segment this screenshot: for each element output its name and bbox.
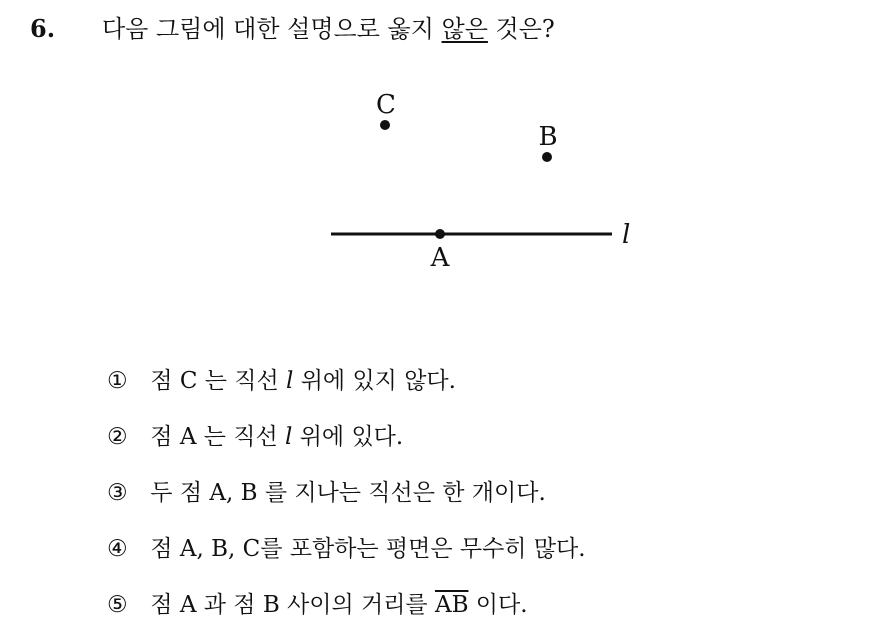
- point-c-dot: [380, 120, 390, 130]
- choice-3-marker: ③: [107, 480, 128, 506]
- choice-1-line-symbol: l: [286, 368, 294, 394]
- question-prompt-underlined: 않은: [441, 15, 488, 43]
- point-b-label: B: [538, 122, 558, 152]
- choice-4-text: 점 A, B, C를 포함하는 평면은 무수히 많다.: [143, 536, 586, 562]
- choice-5-marker: ⑤: [107, 592, 128, 618]
- question-number: 6.: [30, 14, 56, 43]
- point-c-label: C: [376, 90, 396, 120]
- choice-5: [107, 588, 586, 644]
- choice-4: [107, 532, 586, 588]
- line-l-label: l: [622, 220, 631, 250]
- choice-1-text-start: 점 C 는 직선: [143, 368, 287, 394]
- choice-2-line-symbol: l: [285, 424, 293, 450]
- choice-3: [107, 476, 586, 532]
- point-b-dot: [542, 152, 552, 162]
- choice-2: [107, 420, 586, 476]
- point-a-dot: [435, 229, 445, 239]
- question-prompt-end: 것은?: [487, 15, 555, 43]
- choice-1-text-end: 위에 있지 않다.: [293, 368, 456, 394]
- question-prompt-start: 다음 그림에 대한 설명으로 옳지: [102, 15, 442, 43]
- answer-choices: [107, 364, 586, 644]
- choice-5-segment-ab: $\overline{AB}$: [434, 592, 469, 618]
- choice-1-marker: ①: [107, 368, 128, 394]
- choice-1: [107, 364, 586, 420]
- choice-3-text: 두 점 A, B 를 지나는 직선은 한 개이다.: [143, 480, 546, 506]
- choice-2-text-start: 점 A 는 직선: [143, 424, 286, 450]
- choice-5-text-end: 이다.: [468, 592, 528, 618]
- choice-2-text-end: 위에 있다.: [292, 424, 404, 450]
- point-a-label: A: [430, 243, 450, 273]
- choice-5-text-start: 점 A 과 점 B 사이의 거리를: [143, 592, 435, 618]
- choice-4-marker: ④: [107, 536, 128, 562]
- choice-2-marker: ②: [107, 424, 128, 450]
